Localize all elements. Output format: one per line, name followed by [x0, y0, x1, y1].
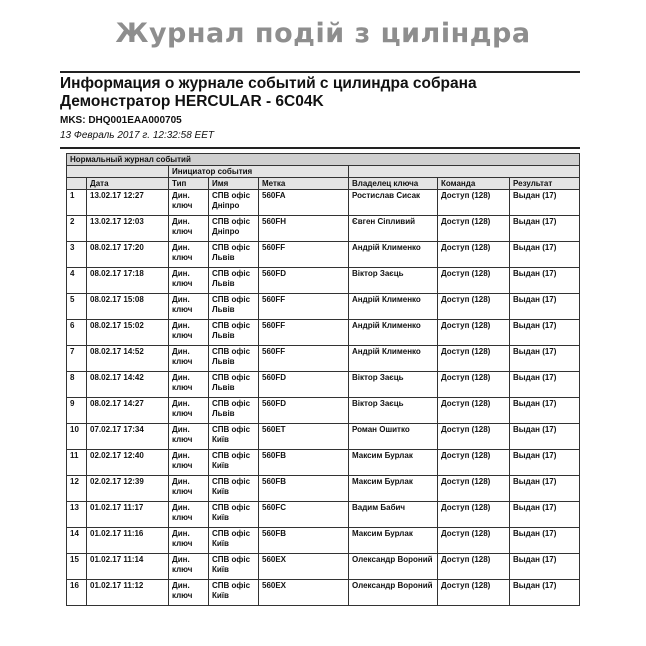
- col-tag-cell: 560FB: [259, 450, 349, 476]
- col-date-cell: 08.02.17 17:18: [87, 268, 169, 294]
- col-name-cell: СПВ офіс Київ: [209, 528, 259, 554]
- col-type-cell: Дин. ключ: [169, 372, 209, 398]
- col-type-cell: Дин. ключ: [169, 346, 209, 372]
- col-key-owner-cell: Максим Бурлак: [349, 528, 438, 554]
- table-row: [67, 554, 580, 580]
- col-type-cell: Дин. ключ: [169, 424, 209, 450]
- col-result-header: Результат: [510, 178, 580, 190]
- col-name-cell: СПВ офіс Київ: [209, 554, 259, 580]
- col-result-cell: Выдан (17): [510, 216, 580, 242]
- col-result-cell: Выдан (17): [510, 476, 580, 502]
- col-key-owner-header: Владелец ключа: [349, 178, 438, 190]
- table-row: [67, 346, 580, 372]
- table-row: [67, 190, 580, 216]
- col-date-cell: 01.02.17 11:12: [87, 580, 169, 606]
- col-name-cell: СПВ офіс Львів: [209, 398, 259, 424]
- col-date-cell: 13.02.17 12:27: [87, 190, 169, 216]
- table-row: [67, 294, 580, 320]
- col-key-owner-cell: Андрій Клименко: [349, 294, 438, 320]
- col-index-cell: 12: [67, 476, 87, 502]
- col-tag-cell: 560FH: [259, 216, 349, 242]
- col-command-cell: Доступ (128): [438, 424, 510, 450]
- col-result-cell: Выдан (17): [510, 372, 580, 398]
- col-result-cell: Выдан (17): [510, 346, 580, 372]
- col-command-cell: Доступ (128): [438, 398, 510, 424]
- col-name-cell: СПВ офіс Львів: [209, 242, 259, 268]
- col-type-cell: Дин. ключ: [169, 398, 209, 424]
- col-name-cell: СПВ офіс Львів: [209, 346, 259, 372]
- col-command-cell: Доступ (128): [438, 372, 510, 398]
- table-row: [67, 242, 580, 268]
- col-key-owner-cell: Максим Бурлак: [349, 476, 438, 502]
- col-date-cell: 13.02.17 12:03: [87, 216, 169, 242]
- col-key-owner-cell: Олександр Вороний: [349, 580, 438, 606]
- col-tag-cell: 560FB: [259, 476, 349, 502]
- col-tag-cell: 560EX: [259, 554, 349, 580]
- col-result-cell: Выдан (17): [510, 502, 580, 528]
- col-name-cell: СПВ офіс Дніпро: [209, 190, 259, 216]
- col-type-cell: Дин. ключ: [169, 320, 209, 346]
- col-name-cell: СПВ офіс Львів: [209, 372, 259, 398]
- col-type-header: Тип: [169, 178, 209, 190]
- col-index-header: [67, 178, 87, 190]
- table-row: [67, 398, 580, 424]
- event-log-table: [66, 153, 580, 606]
- col-index-cell: 4: [67, 268, 87, 294]
- col-key-owner-cell: Віктор Заєць: [349, 398, 438, 424]
- group-header-initiator: Инициатор события: [169, 166, 349, 178]
- table-row: [67, 424, 580, 450]
- col-command-cell: Доступ (128): [438, 476, 510, 502]
- col-name-cell: СПВ офіс Львів: [209, 294, 259, 320]
- col-index-cell: 3: [67, 242, 87, 268]
- col-date-cell: 01.02.17 11:16: [87, 528, 169, 554]
- report-datetime: 13 Февраль 2017 г. 12:32:58 EET: [60, 130, 214, 141]
- col-result-cell: Выдан (17): [510, 554, 580, 580]
- table-row: [67, 580, 580, 606]
- col-type-cell: Дин. ключ: [169, 476, 209, 502]
- col-name-cell: СПВ офіс Київ: [209, 476, 259, 502]
- table-row: [67, 502, 580, 528]
- col-command-cell: Доступ (128): [438, 294, 510, 320]
- group-spacer-left: [67, 166, 169, 178]
- col-type-cell: Дин. ключ: [169, 268, 209, 294]
- col-index-cell: 5: [67, 294, 87, 320]
- col-date-header: Дата: [87, 178, 169, 190]
- col-result-cell: Выдан (17): [510, 242, 580, 268]
- header-divider: [60, 147, 580, 149]
- col-type-cell: Дин. ключ: [169, 190, 209, 216]
- table-row: [67, 268, 580, 294]
- col-key-owner-cell: Євген Сіпливий: [349, 216, 438, 242]
- col-command-cell: Доступ (128): [438, 450, 510, 476]
- col-index-cell: 8: [67, 372, 87, 398]
- col-command-cell: Доступ (128): [438, 528, 510, 554]
- col-date-cell: 08.02.17 14:52: [87, 346, 169, 372]
- col-key-owner-cell: Віктор Заєць: [349, 372, 438, 398]
- col-command-cell: Доступ (128): [438, 216, 510, 242]
- col-result-cell: Выдан (17): [510, 528, 580, 554]
- section-title: Нормальный журнал событий: [67, 154, 580, 166]
- col-index-cell: 13: [67, 502, 87, 528]
- table-row: [67, 528, 580, 554]
- col-date-cell: 02.02.17 12:39: [87, 476, 169, 502]
- col-key-owner-cell: Ростислав Сисак: [349, 190, 438, 216]
- col-key-owner-cell: Андрій Клименко: [349, 320, 438, 346]
- col-result-cell: Выдан (17): [510, 398, 580, 424]
- col-key-owner-cell: Роман Ошитко: [349, 424, 438, 450]
- col-type-cell: Дин. ключ: [169, 216, 209, 242]
- table-row: [67, 476, 580, 502]
- col-name-cell: СПВ офіс Київ: [209, 580, 259, 606]
- col-date-cell: 07.02.17 17:34: [87, 424, 169, 450]
- col-command-cell: Доступ (128): [438, 320, 510, 346]
- col-tag-cell: 560FF: [259, 242, 349, 268]
- col-date-cell: 01.02.17 11:17: [87, 502, 169, 528]
- col-tag-cell: 560FF: [259, 294, 349, 320]
- col-name-cell: СПВ офіс Львів: [209, 320, 259, 346]
- col-date-cell: 01.02.17 11:14: [87, 554, 169, 580]
- report-header: [60, 71, 580, 149]
- col-index-cell: 14: [67, 528, 87, 554]
- col-date-cell: 08.02.17 14:27: [87, 398, 169, 424]
- col-result-cell: Выдан (17): [510, 190, 580, 216]
- col-key-owner-cell: Олександр Вороний: [349, 554, 438, 580]
- col-tag-cell: 560FF: [259, 320, 349, 346]
- col-index-cell: 16: [67, 580, 87, 606]
- col-type-cell: Дин. ключ: [169, 528, 209, 554]
- col-result-cell: Выдан (17): [510, 424, 580, 450]
- col-index-cell: 15: [67, 554, 87, 580]
- table-row: [67, 450, 580, 476]
- col-name-cell: СПВ офіс Дніпро: [209, 216, 259, 242]
- col-key-owner-cell: Віктор Заєць: [349, 268, 438, 294]
- col-key-owner-cell: Андрій Клименко: [349, 346, 438, 372]
- col-command-cell: Доступ (128): [438, 580, 510, 606]
- col-tag-cell: 560ET: [259, 424, 349, 450]
- col-tag-cell: 560FC: [259, 502, 349, 528]
- col-tag-cell: 560FF: [259, 346, 349, 372]
- col-key-owner-cell: Максим Бурлак: [349, 450, 438, 476]
- table-row: [67, 320, 580, 346]
- col-index-cell: 1: [67, 190, 87, 216]
- col-date-cell: 08.02.17 15:08: [87, 294, 169, 320]
- col-tag-cell: 560FD: [259, 372, 349, 398]
- col-name-header: Имя: [209, 178, 259, 190]
- col-type-cell: Дин. ключ: [169, 450, 209, 476]
- top-divider: [60, 71, 580, 73]
- col-command-cell: Доступ (128): [438, 190, 510, 216]
- col-type-cell: Дин. ключ: [169, 580, 209, 606]
- col-result-cell: Выдан (17): [510, 320, 580, 346]
- col-name-cell: СПВ офіс Київ: [209, 502, 259, 528]
- col-result-cell: Выдан (17): [510, 294, 580, 320]
- col-date-cell: 08.02.17 14:42: [87, 372, 169, 398]
- col-tag-cell: 560EX: [259, 580, 349, 606]
- page-banner-title: Журнал подій з циліндра: [115, 18, 531, 49]
- col-tag-cell: 560FD: [259, 268, 349, 294]
- col-index-cell: 9: [67, 398, 87, 424]
- col-index-cell: 6: [67, 320, 87, 346]
- col-name-cell: СПВ офіс Львів: [209, 268, 259, 294]
- col-index-cell: 10: [67, 424, 87, 450]
- col-tag-cell: 560FA: [259, 190, 349, 216]
- col-command-cell: Доступ (128): [438, 554, 510, 580]
- col-index-cell: 11: [67, 450, 87, 476]
- col-type-cell: Дин. ключ: [169, 242, 209, 268]
- col-name-cell: СПВ офіс Київ: [209, 424, 259, 450]
- col-command-header: Команда: [438, 178, 510, 190]
- col-type-cell: Дин. ключ: [169, 554, 209, 580]
- col-type-cell: Дин. ключ: [169, 294, 209, 320]
- col-tag-header: Метка: [259, 178, 349, 190]
- col-type-cell: Дин. ключ: [169, 502, 209, 528]
- mks-id: MKS: DHQ001EAA000705: [60, 115, 182, 126]
- col-tag-cell: 560FD: [259, 398, 349, 424]
- col-command-cell: Доступ (128): [438, 268, 510, 294]
- col-result-cell: Выдан (17): [510, 580, 580, 606]
- col-command-cell: Доступ (128): [438, 242, 510, 268]
- table-row: [67, 216, 580, 242]
- col-result-cell: Выдан (17): [510, 268, 580, 294]
- col-name-cell: СПВ офіс Київ: [209, 450, 259, 476]
- col-date-cell: 08.02.17 15:02: [87, 320, 169, 346]
- col-tag-cell: 560FB: [259, 528, 349, 554]
- col-key-owner-cell: Вадим Бабич: [349, 502, 438, 528]
- report-title: Информация о журнале событий с цилиндра собрана Демонстратор HERCULAR - 6C04K: [60, 75, 477, 110]
- col-result-cell: Выдан (17): [510, 450, 580, 476]
- col-date-cell: 02.02.17 12:40: [87, 450, 169, 476]
- table-row: [67, 372, 580, 398]
- col-key-owner-cell: Андрій Клименко: [349, 242, 438, 268]
- col-index-cell: 2: [67, 216, 87, 242]
- col-command-cell: Доступ (128): [438, 502, 510, 528]
- col-date-cell: 08.02.17 17:20: [87, 242, 169, 268]
- group-spacer-right: [349, 166, 580, 178]
- col-index-cell: 7: [67, 346, 87, 372]
- col-command-cell: Доступ (128): [438, 346, 510, 372]
